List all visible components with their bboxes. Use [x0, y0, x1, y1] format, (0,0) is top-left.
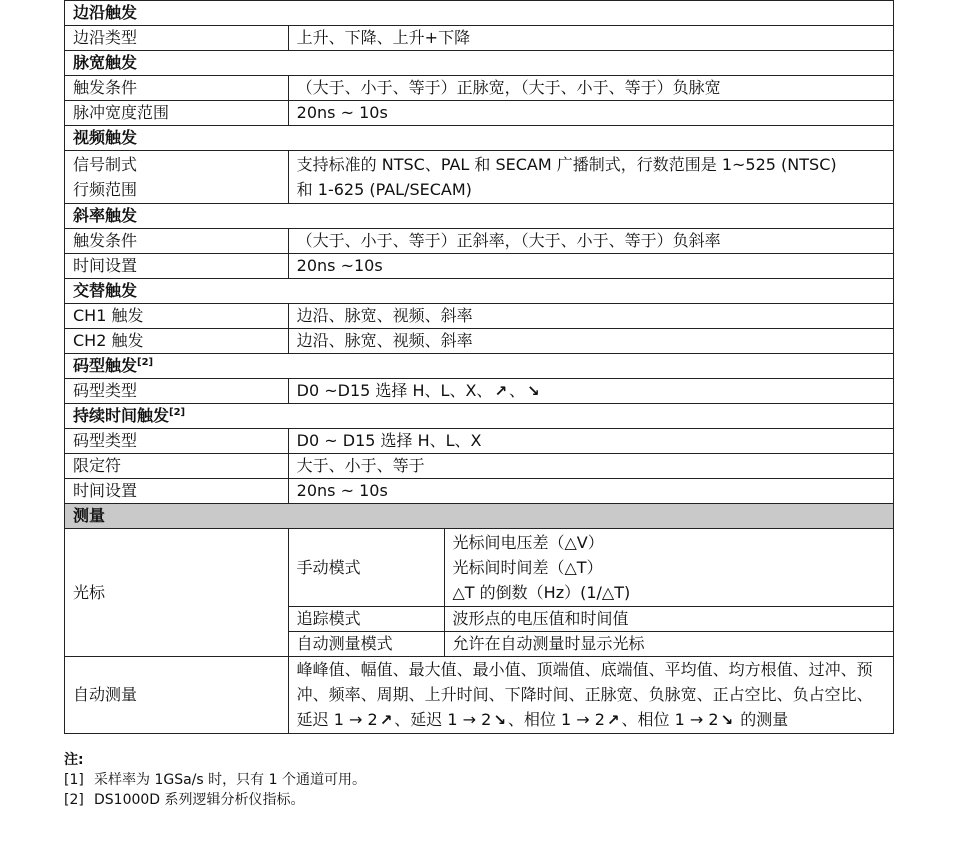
row-value: 20ns ~ 10s	[288, 479, 893, 504]
value-text: 、相位 1 → 2	[621, 710, 719, 729]
row-value: 边沿、脉宽、视频、斜率	[288, 304, 893, 329]
rising-edge-icon: ↗	[606, 711, 620, 729]
track-mode-label: 追踪模式	[288, 607, 444, 632]
label-line: 行频范围	[73, 180, 138, 199]
falling-edge-icon: ↘	[720, 711, 734, 729]
row-value: 20ns ~ 10s	[288, 101, 893, 126]
row-value-text: D0 ~D15 选择 H、L、X、	[296, 381, 493, 400]
spec-table	[64, 0, 894, 734]
footnote-text: DS1000D 系列逻辑分析仪指标。	[94, 792, 305, 808]
value-line: 支持标准的 NTSC、PAL 和 SECAM 广播制式，行数范围是 1~525 (NTSC)	[296, 155, 837, 174]
row-label: CH2 触发	[65, 329, 289, 354]
row-label: 时间设置	[65, 254, 289, 279]
auto-measure-label: 自动测量	[65, 657, 289, 734]
section-duration-trigger	[65, 404, 894, 429]
section-title: 斜率触发	[65, 204, 894, 229]
row-label: 码型类型	[65, 429, 289, 454]
footnotes	[64, 750, 366, 810]
section-title: 视频触发	[65, 126, 894, 151]
footnotes-title: 注:	[64, 752, 84, 768]
value-text: 的测量	[735, 710, 789, 729]
table-row	[65, 76, 894, 101]
section-title-text: 码型触发	[73, 356, 138, 375]
row-value: D0 ~ D15 选择 H、L、X	[288, 429, 893, 454]
row-label: 时间设置	[65, 479, 289, 504]
rising-edge-icon: ↗	[379, 711, 393, 729]
row-label: 码型类型	[65, 379, 289, 404]
table-row	[65, 454, 894, 479]
value-line: 光标间电压差（△V）	[452, 533, 604, 552]
section-pattern-trigger	[65, 354, 894, 379]
table-row	[65, 529, 894, 607]
table-row	[65, 304, 894, 329]
label-line: 信号制式	[73, 155, 138, 174]
auto-measure-mode-value: 允许在自动测量时显示光标	[444, 632, 894, 657]
table-row	[65, 254, 894, 279]
section-pulse-trigger	[65, 51, 894, 76]
footnote-number: [1]	[64, 772, 84, 788]
table-row	[65, 329, 894, 354]
value-line: 光标间时间差（△T）	[452, 558, 603, 577]
table-row	[65, 229, 894, 254]
table-row	[65, 429, 894, 454]
row-value: 上升、下降、上升+下降	[288, 26, 893, 51]
track-mode-value: 波形点的电压值和时间值	[444, 607, 894, 632]
row-value	[288, 379, 893, 404]
table-row	[65, 379, 894, 404]
auto-measure-value	[288, 657, 893, 734]
manual-mode-values	[444, 529, 894, 607]
table-row	[65, 657, 894, 734]
rising-edge-icon: ↗	[494, 382, 508, 400]
row-value	[288, 151, 893, 204]
falling-edge-icon: ↘	[493, 711, 506, 729]
section-title	[65, 354, 894, 379]
value-text: 、延迟 1 → 2	[394, 710, 492, 729]
row-value: 边沿、脉宽、视频、斜率	[288, 329, 893, 354]
table-row	[65, 101, 894, 126]
section-video-trigger	[65, 126, 894, 151]
manual-mode-label: 手动模式	[288, 529, 444, 607]
separator: 、	[509, 381, 526, 400]
footnote-item	[64, 790, 366, 810]
table-row	[65, 151, 894, 204]
row-label: 触发条件	[65, 76, 289, 101]
section-edge-trigger	[65, 1, 894, 26]
row-label: 触发条件	[65, 229, 289, 254]
section-title	[65, 404, 894, 429]
value-line: 和 1-625 (PAL/SECAM)	[296, 180, 472, 199]
section-measure	[65, 504, 894, 529]
value-text: 、相位 1 → 2	[507, 710, 605, 729]
footnote-number: [2]	[64, 792, 84, 808]
row-value: 20ns ~10s	[288, 254, 893, 279]
row-label: CH1 触发	[65, 304, 289, 329]
auto-measure-mode-label: 自动测量模式	[288, 632, 444, 657]
section-title-text: 持续时间触发	[73, 406, 170, 425]
footnote-item	[64, 770, 366, 790]
row-label: 边沿类型	[65, 26, 289, 51]
table-row	[65, 26, 894, 51]
footnote-ref: [2]	[137, 357, 154, 368]
section-title: 脉宽触发	[65, 51, 894, 76]
row-value: 大于、小于、等于	[288, 454, 893, 479]
section-title: 边沿触发	[65, 1, 894, 26]
row-value: （大于、小于、等于）正脉宽，（大于、小于、等于）负脉宽	[288, 76, 893, 101]
value-text: 峰峰值、幅值、最大值、最小值、顶端值、底端值、平均值、均方根值、过冲、预冲、频率、周期、上升时间、下降时间、正脉宽、负脉宽、正占空比、负占空比、延迟 1 → 2	[296, 660, 873, 729]
section-slope-trigger	[65, 204, 894, 229]
row-value: （大于、小于、等于）正斜率，（大于、小于、等于）负斜率	[288, 229, 893, 254]
section-title: 测量	[65, 504, 894, 529]
section-alternate-trigger	[65, 279, 894, 304]
falling-edge-icon: ↘	[527, 382, 540, 400]
footnote-ref: [2]	[169, 407, 186, 418]
row-label: 限定符	[65, 454, 289, 479]
footnote-text: 采样率为 1GSa/s 时，只有 1 个通道可用。	[94, 772, 366, 788]
row-label	[65, 151, 289, 204]
cursor-label: 光标	[65, 529, 289, 657]
section-title: 交替触发	[65, 279, 894, 304]
row-label: 脉冲宽度范围	[65, 101, 289, 126]
table-row	[65, 479, 894, 504]
value-line: △T 的倒数（Hz）(1/△T)	[452, 583, 631, 602]
